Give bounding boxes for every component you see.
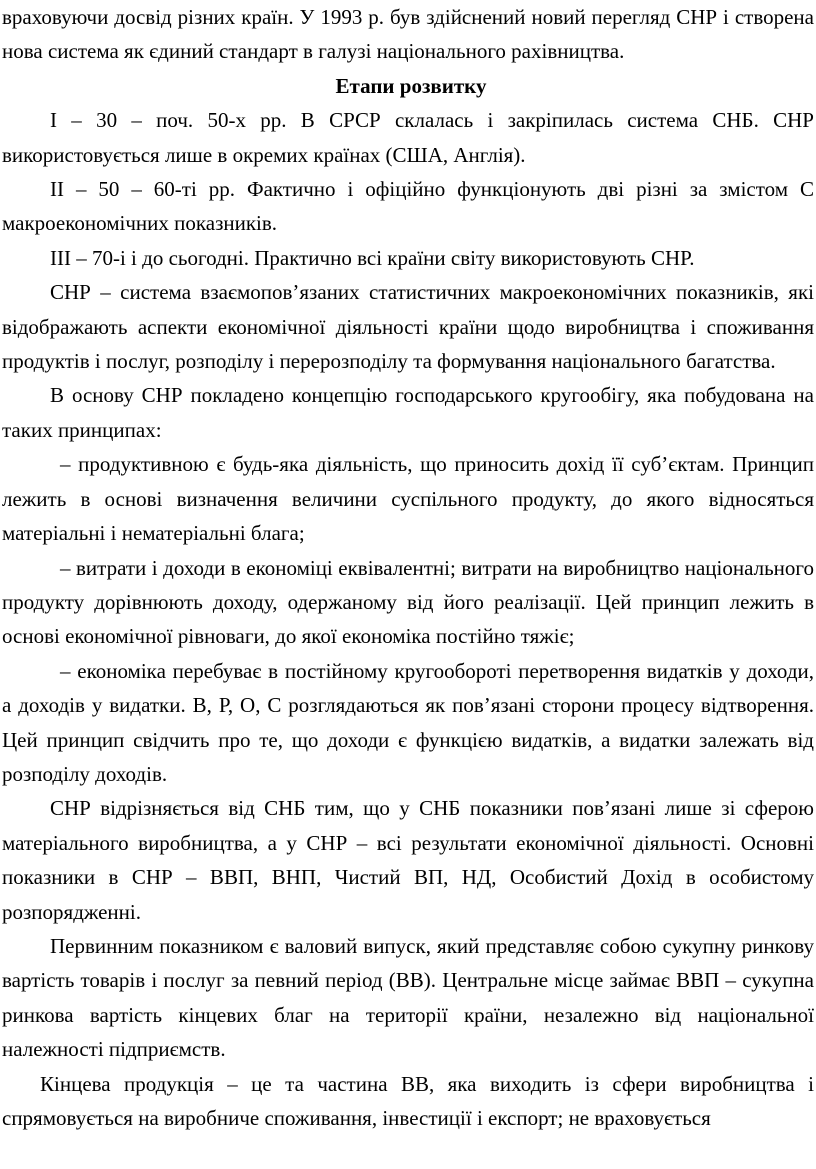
principle-item-1: – продуктивною є будь-яка діяльність, що приносить дохід її суб’єктам. Принцип лежить в основі визначення величини суспільного продукту, до якого відносяться матеріальні і нематеріальні блага; xyxy=(2,452,814,546)
paragraph-final-product: Кінцева продукція – це та частина ВВ, яка виходить із сфери виробництва і спрямовується на виробниче споживання, інвестиції і експорт; не враховується xyxy=(2,1071,814,1130)
paragraph-gross-output: Первинним показником є валовий випуск, який представляє собою сукупну ринкову вартість товарів і послуг за певний період (ВВ). Центральне місце займає ВВП – сукупна ринкова вартість кінцевих благ на території країни, незалежно від національної належності підприємств. xyxy=(2,933,814,1062)
paragraph-stage-1: І – 30 – поч. 50-х рр. В СРСР склалась і закріпилась система СНБ. СНР використовується лише в окремих країнах (США, Англія). xyxy=(2,108,814,167)
paragraph-principles-intro: В основу СНР покладено концепцію господарського кругообігу, яка побудована на таких принципах: xyxy=(2,383,814,442)
section-heading: Етапи розвитку xyxy=(335,73,487,98)
principle-item-2: – витрати і доходи в економіці еквівалентні; витрати на виробництво національного продукту дорівнюють доходу, одержаному від його реалізації. Цей принцип лежить в основі економічної рівноваги, до якої економіка постійно тяжіє; xyxy=(2,555,814,649)
paragraph-snr-definition: СНР – система взаємопов’язаних статистичних макроекономічних показників, які відображають аспекти економічної діяльності країни щодо виробництва і споживання продуктів і послуг, розподілу і перерозподілу та формування національного багатства. xyxy=(2,280,814,374)
paragraph-intro-continuation: враховуючи досвід різних країн. У 1993 р. був здійснений новий перегляд СНР і створена нова система як єдиний стандарт в галузі національного рахівництва. xyxy=(2,5,814,64)
paragraph-stage-2: ІІ – 50 – 60-ті рр. Фактично і офіційно функціонують дві різні за змістом С макроекономічних показників. xyxy=(2,177,814,236)
paragraph-snr-vs-snb: СНР відрізняється від СНБ тим, що у СНБ показники пов’язані лише зі сферою матеріального виробництва, а у СНР – всі результати економічної діяльності. Основні показники в СНР – ВВП, ВНП, Чистий ВП, НД, Особистий Дохід в особистому розпорядженні. xyxy=(2,796,814,924)
principle-item-3: – економіка перебуває в постійному кругообороті перетворення видатків у доходи, а доходів у видатки. В, Р, О, С розглядаються як пов’язані сторони процесу відтворення. Цей принцип свідчить про те, що доходи є функцією видатків, а видатки залежать від розподілу доходів. xyxy=(2,658,814,786)
paragraph-stage-3: ІІІ – 70-і і до сьогодні. Практично всі країни світу використовують СНР. xyxy=(50,245,695,270)
